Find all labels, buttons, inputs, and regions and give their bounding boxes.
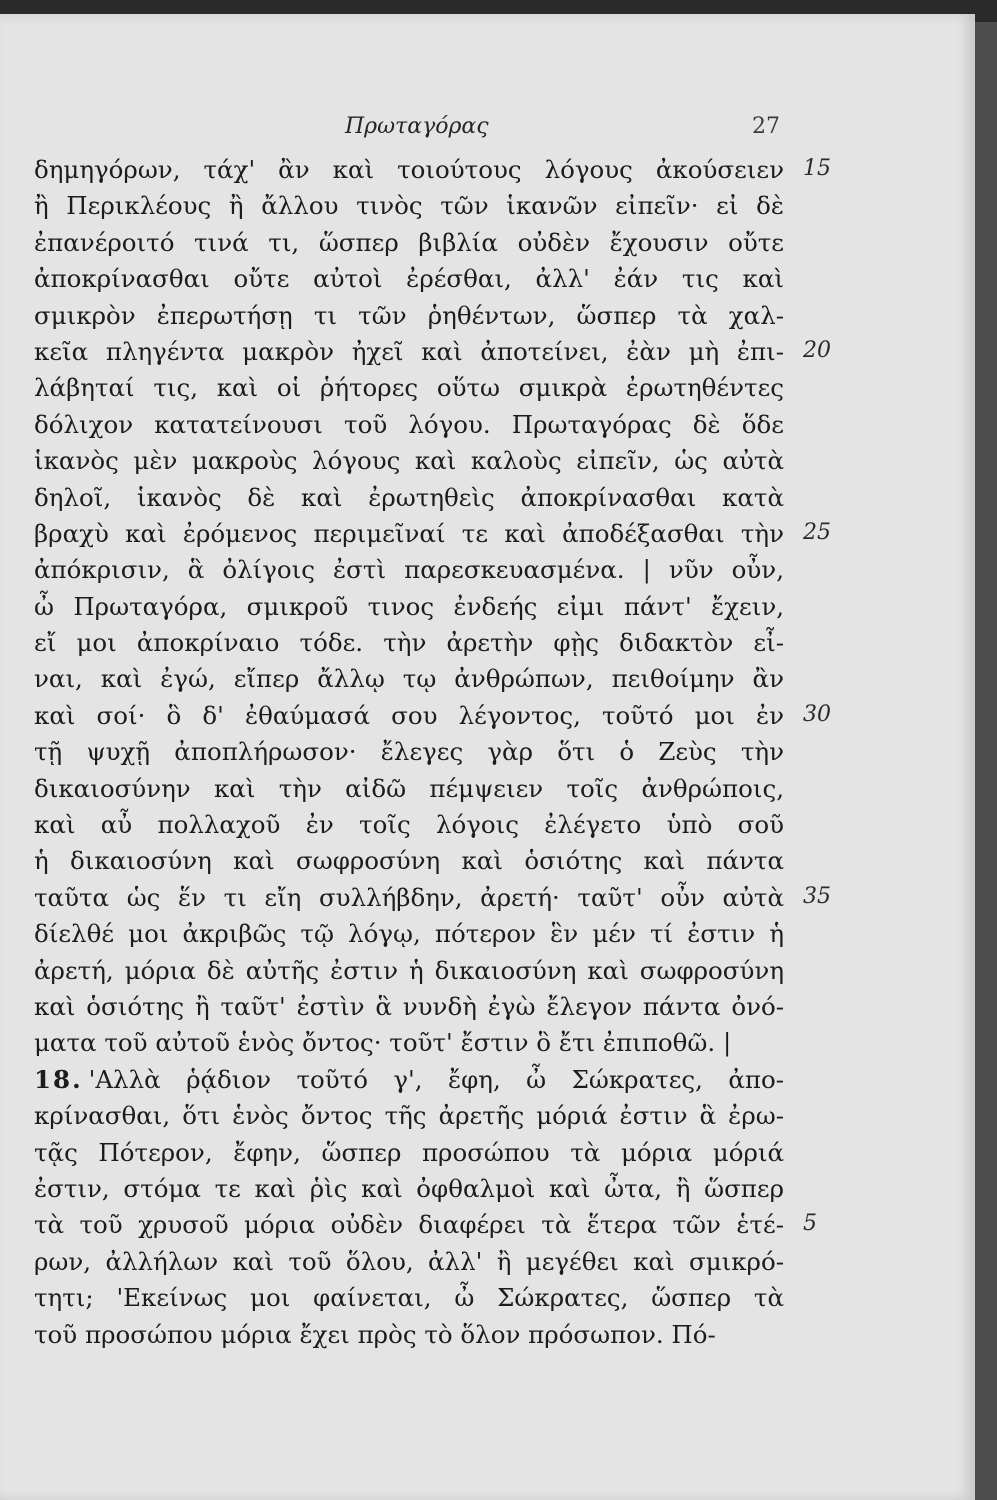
page-number: 27 <box>752 114 780 139</box>
margin-line-number: 15 <box>803 156 831 181</box>
text-line-23: ἀρετή, μόρια δὲ αὐτῆς ἐστιν ἡ δικαιοσύνη καὶ σωφροσύνη <box>34 955 784 985</box>
text-line-10: δηλοῖ, ἱκανὸς δὲ καὶ ἐρωτηθεὶς ἀποκρίνασθαι κατὰ <box>34 482 784 512</box>
margin-line-number: 5 <box>803 1211 817 1236</box>
margin-line-number: 20 <box>803 338 831 363</box>
text-line-17: τῇ ψυχῇ ἀποπλήρωσον· ἔλεγες γὰρ ὅτι ὁ Ζεὺς τὴν <box>34 737 784 767</box>
text-line-15: ναι, καὶ ἐγώ, εἴπερ ἄλλῳ τῳ ἀνθρώπων, πειθοίμην ἂν <box>34 664 784 694</box>
book-page <box>0 14 975 1500</box>
text-line-14: εἴ μοι ἀποκρίναιο τόδε. τὴν ἀρετὴν φῂς διδακτὸν εἶ- <box>34 628 784 658</box>
text-line-24: καὶ ὁσιότης ἢ ταῦτ' ἐστὶν ἃ νυνδὴ ἐγὼ ἔλεγον πάντα ὀνό- <box>34 991 784 1021</box>
section-number: 18. <box>34 1064 83 1094</box>
margin-line-number: 35 <box>803 884 831 909</box>
text-line-11: βραχὺ καὶ ἐρόμενος περιμεῖναί τε καὶ ἀποδέξασθαι τὴν <box>34 518 784 548</box>
text-line-28: τᾷς Πότερον, ἔφην, ὥσπερ προσώπου τὰ μόρια μόριά <box>34 1137 784 1167</box>
text-line-31: ρων, ἀλλήλων καὶ τοῦ ὅλου, ἀλλ' ἢ μεγέθει καὶ σμικρό- <box>34 1246 784 1276</box>
text-line-5: σμικρὸν ἐπερωτήσῃ τι τῶν ῥηθέντων, ὥσπερ τὰ χαλ- <box>34 300 784 330</box>
text-line-8: δόλιχον κατατείνουσι τοῦ λόγου. Πρωταγόρας δὲ ὅδε <box>34 409 784 439</box>
text-line-16: καὶ σοί· ὃ δ' ἐθαύμασά σου λέγοντος, τοῦτό μοι ἐν <box>34 700 784 730</box>
text-line-1: δημηγόρων, τάχ' ἂν καὶ τοιούτους λόγους ἀκούσειεν <box>34 155 784 184</box>
text-line-33: τοῦ προσώπου μόρια ἔχει πρὸς τὸ ὅλον πρόσωπον. Πό- <box>34 1319 716 1349</box>
text-line-12: ἀπόκρισιν, ἃ ὀλίγοις ἐστὶ παρεσκευασμένα. | νῦν οὖν, <box>34 555 784 585</box>
text-line-3: ἐπανέροιτό τινά τι, ὥσπερ βιβλία οὐδὲν ἔχουσιν οὔτε <box>34 227 784 257</box>
text-line-25: ματα τοῦ αὐτοῦ ἑνὸς ὄντος· τοῦτ' ἔστιν ὃ ἔτι ἐπιποθῶ. | <box>34 1028 732 1058</box>
text-line-32: τητι; 'Εκείνως μοι φαίνεται, ὦ Σώκρατες, ὥσπερ τὰ <box>34 1283 784 1313</box>
text-line-21: ταῦτα ὡς ἕν τι εἴη συλλήβδην, ἀρετή· ταῦτ' οὖν αὐτὰ <box>34 882 784 912</box>
text-line-29: ἐστιν, στόμα τε καὶ ῥὶς καὶ ὀφθαλμοὶ καὶ ὦτα, ἢ ὥσπερ <box>34 1173 784 1203</box>
text-line-26-body: 'Αλλὰ ῥᾴδιον τοῦτό γ', ἔφη, ὦ Σώκρατες, ἀπο- <box>88 1064 784 1094</box>
text-line-2: ἢ Περικλέους ἢ ἄλλου τινὸς τῶν ἱκανῶν εἰπεῖν· εἰ δὲ <box>34 191 784 221</box>
text-line-30: τὰ τοῦ χρυσοῦ μόρια οὐδὲν διαφέρει τὰ ἕτερα τῶν ἑτέ- <box>34 1210 784 1240</box>
running-header-title: Πρωταγόρας <box>345 114 489 139</box>
text-line-9: ἱκανὸς μὲν μακροὺς λόγους καὶ καλοὺς εἰπεῖν, ὡς αὐτὰ <box>34 446 784 476</box>
text-line-7: λάβηταί τις, καὶ οἱ ῥήτορες οὕτω σμικρὰ ἐρωτηθέντες <box>34 373 784 403</box>
text-line-18: δικαιοσύνην καὶ τὴν αἰδῶ πέμψειεν τοῖς ἀνθρώποις, <box>34 773 784 803</box>
margin-line-number: 30 <box>803 702 831 727</box>
margin-line-number: 25 <box>803 520 831 545</box>
text-line-20: ἡ δικαιοσύνη καὶ σωφροσύνη καὶ ὁσιότης καὶ πάντα <box>34 846 784 876</box>
main-text-block <box>34 152 784 1353</box>
text-line-22: δίελθέ μοι ἀκριβῶς τῷ λόγῳ, πότερον ἓν μέν τί ἐστιν ἡ <box>34 919 784 949</box>
text-line-27: κρίνασθαι, ὅτι ἑνὸς ὄντος τῆς ἀρετῆς μόριά ἐστιν ἃ ἐρω- <box>34 1101 784 1131</box>
text-line-4: ἀποκρίνασθαι οὔτε αὐτοὶ ἐρέσθαι, ἀλλ' ἐάν τις καὶ <box>34 264 784 294</box>
text-line-26 <box>34 1062 784 1098</box>
text-line-6: κεῖα πληγέντα μακρὸν ἠχεῖ καὶ ἀποτείνει, ἐὰν μὴ ἐπι- <box>34 336 784 366</box>
text-line-19: καὶ αὖ πολλαχοῦ ἐν τοῖς λόγοις ἐλέγετο ὑπὸ σοῦ <box>34 810 784 840</box>
text-line-13: ὦ Πρωταγόρα, σμικροῦ τινος ἐνδεής εἰμι πάντ' ἔχειν, <box>34 591 784 621</box>
